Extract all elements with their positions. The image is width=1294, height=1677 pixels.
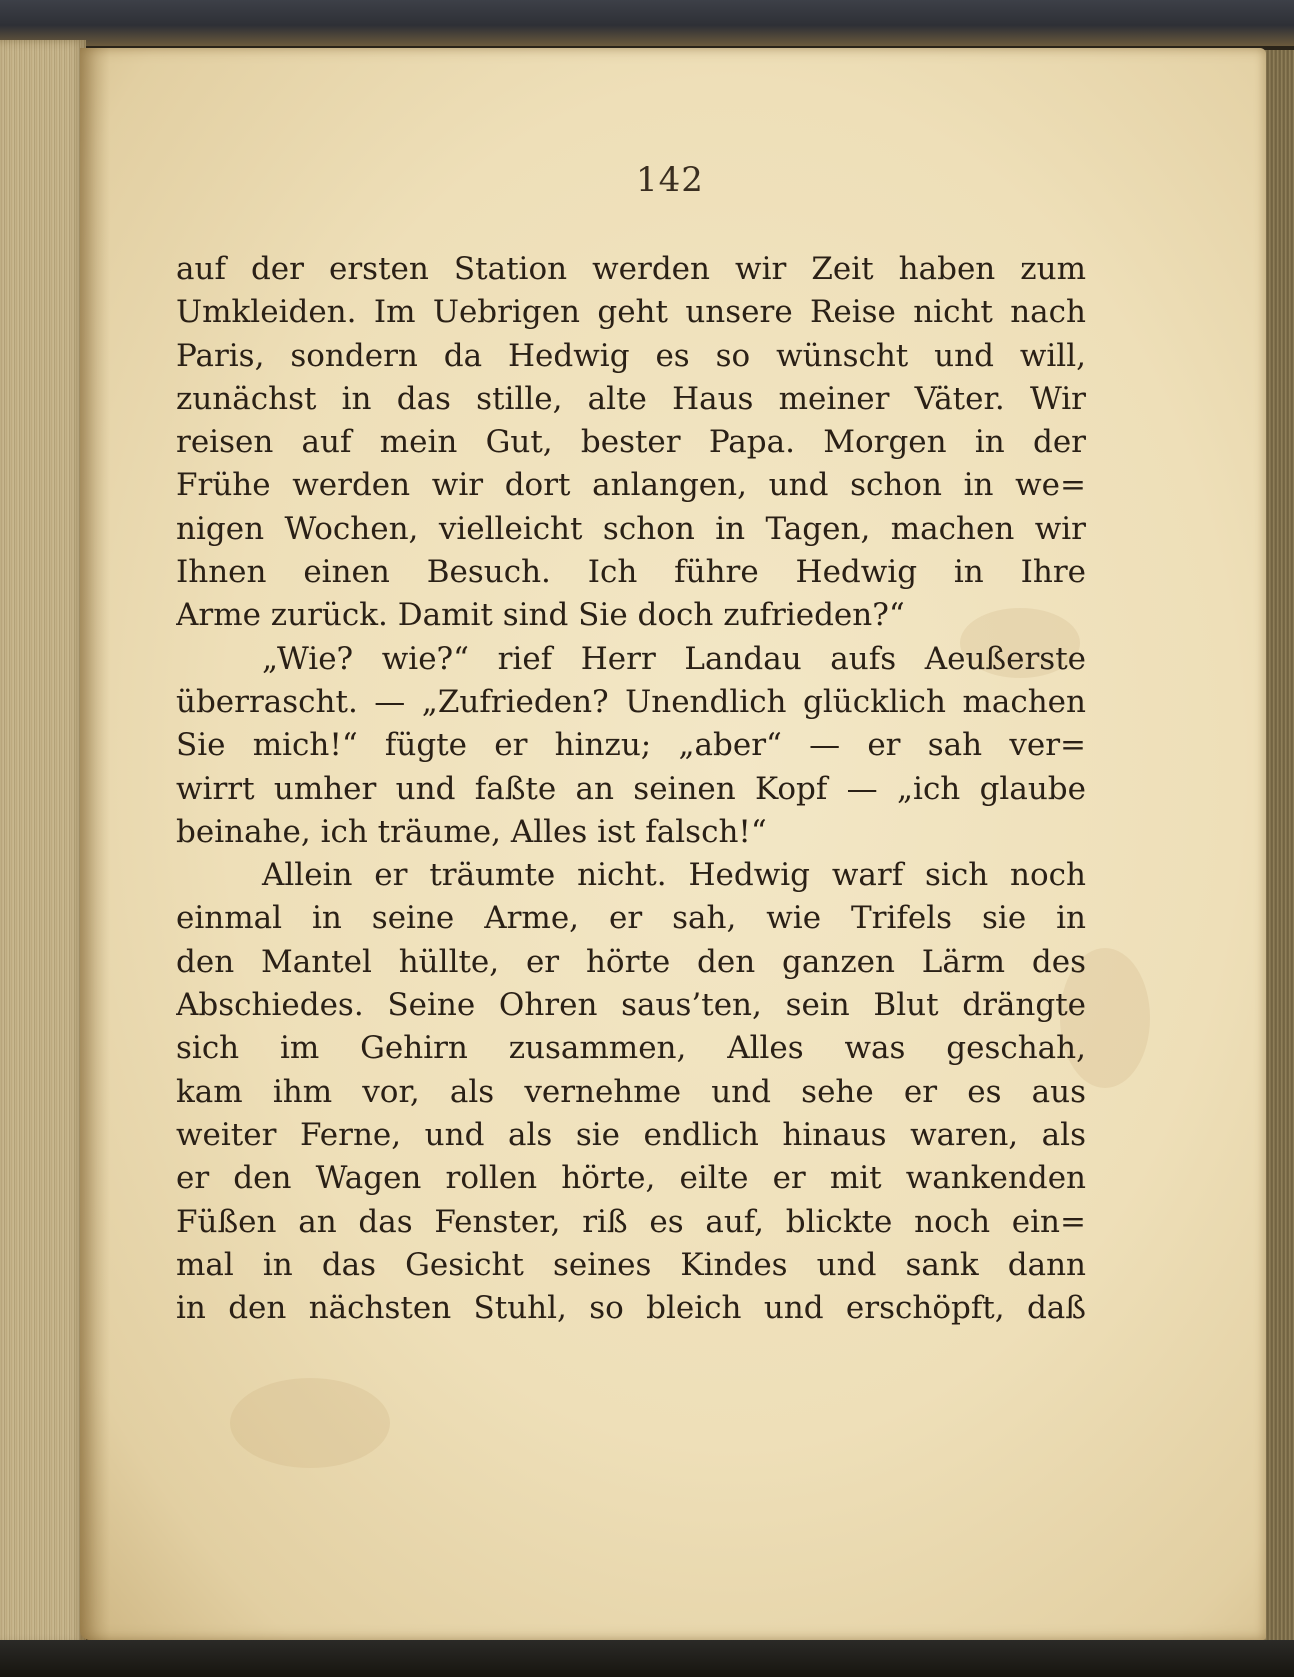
text-line: sich im Gehirn zusammen, Alles was geschah,: [176, 1030, 1086, 1067]
text-line: nigen Wochen, vielleicht schon in Tagen, machen wir: [176, 510, 1086, 547]
text-line: Füßen an das Fenster, riß es auf, blickte noch ein=: [176, 1203, 1086, 1240]
text-line: einmal in seine Arme, er sah, wie Trifels sie in: [176, 900, 1086, 937]
text-line: auf der ersten Station werden wir Zeit haben zum: [176, 251, 1086, 287]
text-line: mal in das Gesicht seines Kindes und sank dann: [176, 1246, 1086, 1283]
text-line: weiter Ferne, und als sie endlich hinaus waren, als: [176, 1116, 1086, 1153]
text-line: Sie mich!“ fügte er hinzu; „aber“ — er sah ver=: [176, 727, 1086, 764]
text-line: wirrt umher und faßte an seinen Kopf — „ich glaube: [176, 770, 1086, 807]
text-line: Umkleiden. Im Uebrigen geht unsere Reise nicht nach: [176, 294, 1086, 331]
text-line: Paris, sondern da Hedwig es so wünscht und will,: [176, 337, 1086, 374]
page-number: 142: [636, 160, 704, 200]
text-line: kam ihm vor, als vernehme und sehe er es aus: [176, 1073, 1086, 1110]
text-line: in den nächsten Stuhl, so bleich und erschöpft, daß: [176, 1290, 1086, 1327]
text-line: Arme zurück. Damit sind Sie doch zufrieden?“: [176, 597, 905, 634]
text-line: den Mantel hüllte, er hörte den ganzen Lärm des: [176, 943, 1086, 980]
text-line: er den Wagen rollen hörte, eilte er mit wankenden: [176, 1160, 1086, 1197]
text-line: Frühe werden wir dort anlangen, und schon in we=: [176, 467, 1086, 504]
text-line: zunächst in das stille, alte Haus meiner Väter. Wir: [176, 380, 1086, 417]
text-line: überrascht. — „Zufrieden? Unendlich glücklich machen: [176, 683, 1086, 720]
text-line: beinahe, ich träume, Alles ist falsch!“: [176, 813, 767, 850]
text-line: Abschiedes. Seine Ohren saus’ten, sein Blut drängte: [176, 987, 1086, 1024]
text-line: reisen auf mein Gut, bester Papa. Morgen in der: [176, 424, 1086, 461]
text-line: Allein er träumte nicht. Hedwig warf sich noch: [262, 857, 1086, 894]
gutter-shadow: [80, 48, 110, 1640]
text-line: „Wie? wie?“ rief Herr Landau aufs Aeußerste: [262, 640, 1086, 677]
body-text: [176, 248, 1086, 1330]
book-cover-top: [0, 0, 1294, 46]
page-edges-left: [0, 40, 86, 1645]
text-line: Ihnen einen Besuch. Ich führe Hedwig in Ihre: [176, 554, 1086, 591]
book-cover-bottom: [0, 1640, 1294, 1677]
paper-stain: [230, 1378, 390, 1468]
page-edges-right: [1262, 50, 1294, 1640]
